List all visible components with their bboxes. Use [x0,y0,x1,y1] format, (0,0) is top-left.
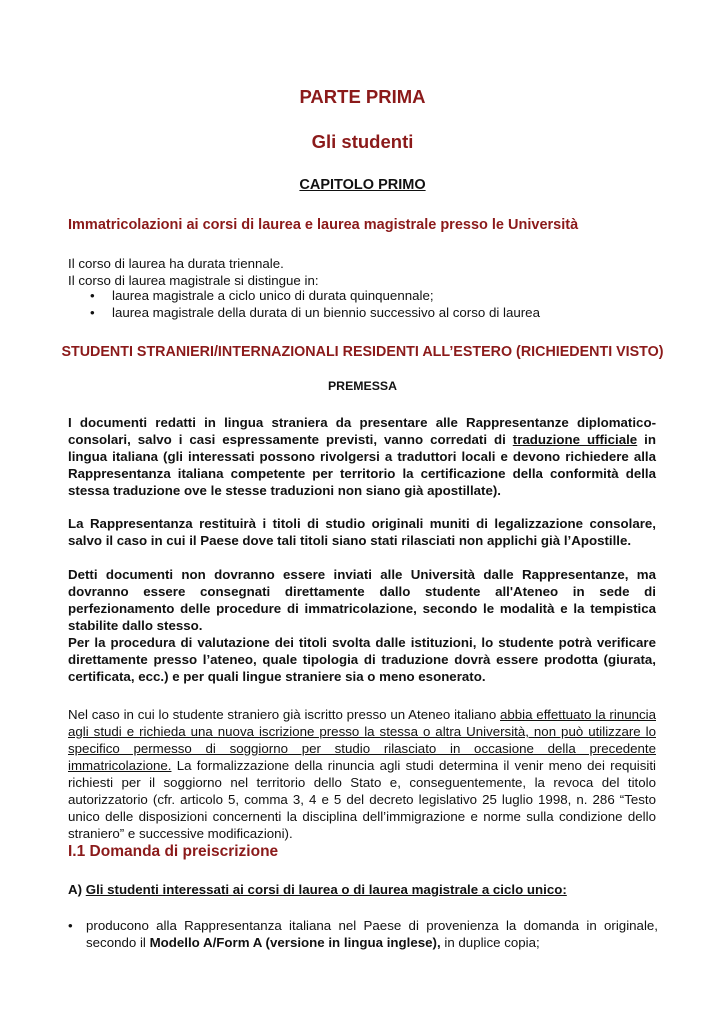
bullet-icon: • [68,918,73,933]
list-item-text-part-2: in duplice copia; [440,935,540,950]
intro-line-2: Il corso di laurea magistrale si distingue in: [68,273,319,288]
list-item-text-part-1: producono alla Rappresentanza italiana nel Paese di provenienza la domanda in originale, secondo il [86,918,658,950]
intro-text [68,255,656,289]
chapter-heading: CAPITOLO PRIMO [299,177,426,193]
form-a-name: Modello A/Form A (versione in lingua inglese), [149,935,441,950]
list-item: • laurea magistrale della durata di un biennio successivo al corso di laurea [68,304,658,321]
paragraph-documents-part-2: in lingua italiana (gli interessati possono rivolgersi a traduttori locali e devono richiedere alla Rappresentanza italiana competente per territorio la certificazione della conformità della stessa traduzione ove le stesse traduzioni non siano già apostillate). [68,432,656,498]
degree-list [68,287,658,321]
paragraph-documents-part-1: I documenti redatti in lingua straniera da presentare alle Rappresentanze diplomatico-consolari, salvo i casi espressamente previsti, vanno corredati di [68,415,656,447]
intro-line-1: Il corso di laurea ha durata triennale. [68,256,284,271]
paragraph-evaluation: Per la procedura di valutazione dei titoli svolta dalle istituzioni, lo studente potrà verificare direttamente presso l’ateneo, quale tipologia di traduzione dovrà essere prodotta (giurata, certificata, ecc.) e per quali lingue straniere sia o meno esonerato. [68,635,656,684]
section-i1-heading: I.1 Domanda di preiscrizione [68,843,279,860]
paragraph-representation: La Rappresentanza restituirà i titoli di studio originali muniti di legalizzazione consolare, salvo il caso in cui il Paese dove tali titoli siano stati rilasciati non applichi già l’Apostille. [68,516,656,548]
section-a-title: Gli studenti interessati ai corsi di laurea o di laurea magistrale a ciclo unico: [85,882,567,897]
paragraph-renunciation [68,706,656,842]
paragraph-renunciation-part-2: La formalizzazione della rinuncia agli studi determina il venir meno dei requisiti richiesti per il soggiorno nel territorio dello Stato e, conseguentemente, la revoca del titolo autorizzatorio (cfr. articolo 5, comma 3, 4 e 5 del decreto legislativo 25 luglio 1998, n. 286 “Testo unico delle disposizioni concernenti la disciplina dell’immigrazione e norme sulla condizione dello straniero” e successive modificazioni). [68,758,656,841]
list-item-text [86,917,658,951]
premessa-heading: PREMESSA [327,379,397,393]
students-heading: Gli studenti [311,131,414,152]
list-item: • laurea magistrale a ciclo unico di durata quinquennale; [68,287,658,304]
paragraph-documents [68,414,656,499]
foreign-students-heading: STUDENTI STRANIERI/INTERNAZIONALI RESIDENTI ALL’ESTERO (RICHIEDENTI VISTO) [61,344,664,360]
paragraph-delivery: Detti documenti non dovranno essere inviati alle Università dalle Rappresentanze, ma dovranno essere consegnati direttamente dallo studente all'Ateneo in sede di perfezionamento delle procedure di immatricolazione, secondo le modalità e la tempistica stabilite dallo stesso. [68,567,656,633]
part-heading: PARTE PRIMA [299,86,426,107]
renunciation-underlined: abbia effettuato la rinuncia agli studi e richieda una nuova iscrizione presso la stessa o altra Università, non può utilizzare lo specifico permesso di soggiorno per studio rilasciato in occasione della precedente immatricolazione. [68,707,656,773]
list-item [68,917,658,951]
enrollment-heading: Immatricolazioni ai corsi di laurea e laurea magistrale presso le Università [68,217,579,233]
official-translation-term: traduzione ufficiale [512,432,638,447]
paragraph-renunciation-part-1: Nel caso in cui lo studente straniero già iscritto presso un Ateneo italiano [68,707,500,722]
section-a-prefix: A) [68,882,86,897]
section-a-heading [68,881,567,898]
